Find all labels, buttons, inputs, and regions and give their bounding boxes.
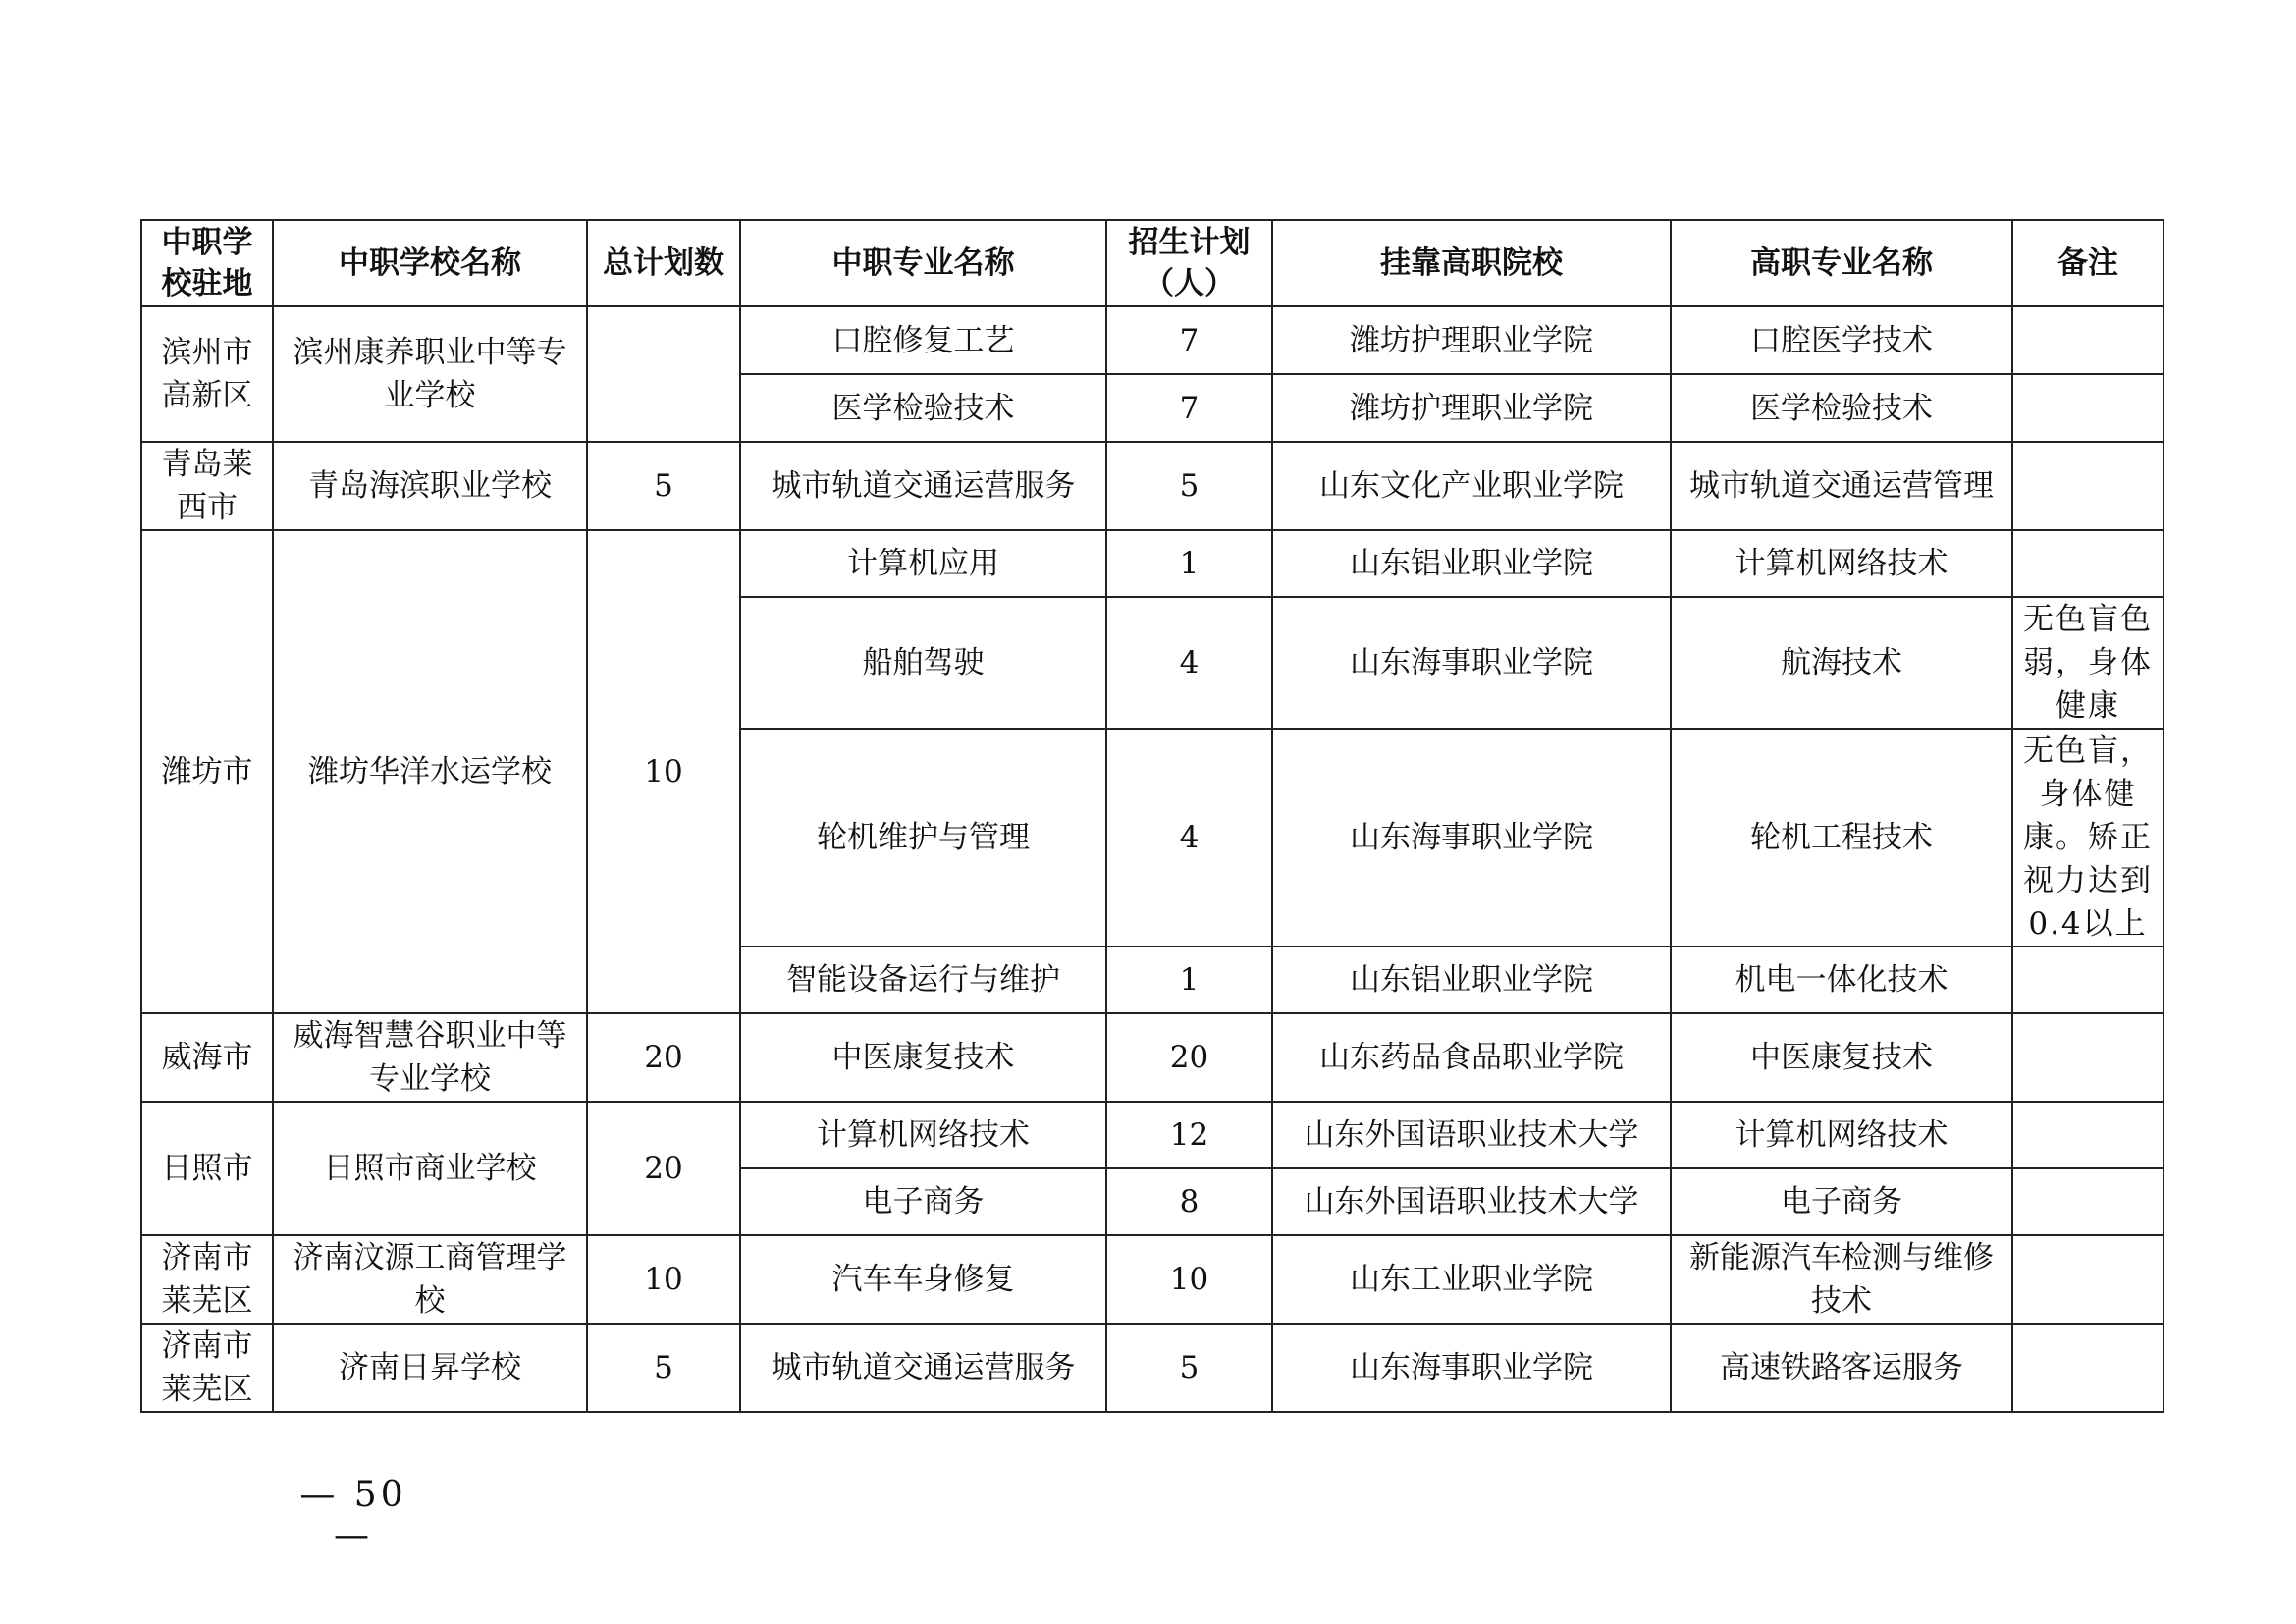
cell-plan: 10 [1106,1235,1272,1324]
cell-location: 济南市莱芜区 [141,1235,273,1324]
cell-location: 济南市莱芜区 [141,1324,273,1412]
table-row [141,442,2163,530]
page-number: — 50 — [299,1475,407,1555]
cell-plan: 20 [1106,1013,1272,1102]
cell-school: 日照市商业学校 [273,1102,587,1235]
cell-school: 威海智慧谷职业中等专业学校 [273,1013,587,1102]
cell-major: 汽车车身修复 [740,1235,1106,1324]
table-row [141,1324,2163,1412]
cell-note [2012,1324,2163,1412]
cell-college: 山东海事职业学院 [1272,1324,1671,1412]
cell-college-major: 计算机网络技术 [1671,530,2012,597]
cell-college: 山东工业职业学院 [1272,1235,1671,1324]
cell-school: 济南日昇学校 [273,1324,587,1412]
header-total: 总计划数 [587,220,740,306]
cell-school: 滨州康养职业中等专业学校 [273,306,587,442]
header-plan: 招生计划（人） [1106,220,1272,306]
cell-plan: 5 [1106,1324,1272,1412]
cell-plan: 5 [1106,442,1272,530]
cell-college: 山东海事职业学院 [1272,729,1671,947]
header-major: 中职专业名称 [740,220,1106,306]
cell-major: 轮机维护与管理 [740,729,1106,947]
cell-college-major: 口腔医学技术 [1671,306,2012,374]
cell-major: 医学检验技术 [740,374,1106,442]
cell-major: 中医康复技术 [740,1013,1106,1102]
header-college: 挂靠高职院校 [1272,220,1671,306]
header-location: 中职学校驻地 [141,220,273,306]
cell-plan: 1 [1106,530,1272,597]
cell-college-major: 计算机网络技术 [1671,1102,2012,1168]
cell-school: 济南汶源工商管理学校 [273,1235,587,1324]
cell-college: 山东铝业职业学院 [1272,530,1671,597]
cell-location: 日照市 [141,1102,273,1235]
cell-note [2012,442,2163,530]
cell-major: 智能设备运行与维护 [740,947,1106,1013]
cell-college-major: 机电一体化技术 [1671,947,2012,1013]
cell-plan: 7 [1106,374,1272,442]
cell-plan: 4 [1106,729,1272,947]
cell-note [2012,1013,2163,1102]
enrollment-plan-table [140,219,2164,1413]
cell-major: 城市轨道交通运营服务 [740,442,1106,530]
cell-location: 滨州市高新区 [141,306,273,442]
cell-major: 计算机网络技术 [740,1102,1106,1168]
cell-college: 潍坊护理职业学院 [1272,306,1671,374]
cell-major: 城市轨道交通运营服务 [740,1324,1106,1412]
cell-note [2012,1235,2163,1324]
cell-note [2012,374,2163,442]
cell-plan: 8 [1106,1168,1272,1235]
cell-note [2012,947,2163,1013]
header-school: 中职学校名称 [273,220,587,306]
cell-plan: 7 [1106,306,1272,374]
cell-note [2012,306,2163,374]
cell-total: 5 [587,1324,740,1412]
cell-plan: 12 [1106,1102,1272,1168]
cell-school: 潍坊华洋水运学校 [273,530,587,1013]
cell-plan: 4 [1106,597,1272,729]
cell-note: 无色盲，身体健康。矫正视力达到0.4以上 [2012,729,2163,947]
table-row [141,1235,2163,1324]
cell-college: 山东铝业职业学院 [1272,947,1671,1013]
header-note: 备注 [2012,220,2163,306]
table-header-row [141,220,2163,306]
cell-plan: 1 [1106,947,1272,1013]
cell-major: 计算机应用 [740,530,1106,597]
cell-college: 潍坊护理职业学院 [1272,374,1671,442]
cell-college-major: 电子商务 [1671,1168,2012,1235]
cell-college-major: 城市轨道交通运营管理 [1671,442,2012,530]
cell-total: 5 [587,442,740,530]
table-row [141,530,2163,597]
cell-total: 10 [587,530,740,1013]
cell-total: 20 [587,1102,740,1235]
cell-college-major: 高速铁路客运服务 [1671,1324,2012,1412]
cell-location: 潍坊市 [141,530,273,1013]
cell-college-major: 中医康复技术 [1671,1013,2012,1102]
cell-major: 电子商务 [740,1168,1106,1235]
table-row [141,306,2163,374]
cell-note [2012,530,2163,597]
cell-college: 山东外国语职业技术大学 [1272,1102,1671,1168]
cell-college-major: 航海技术 [1671,597,2012,729]
cell-college-major: 医学检验技术 [1671,374,2012,442]
cell-college: 山东文化产业职业学院 [1272,442,1671,530]
cell-college: 山东海事职业学院 [1272,597,1671,729]
cell-location: 青岛莱西市 [141,442,273,530]
cell-college: 山东外国语职业技术大学 [1272,1168,1671,1235]
cell-total: 10 [587,1235,740,1324]
cell-note [2012,1102,2163,1168]
cell-total [587,306,740,442]
table-row [141,1013,2163,1102]
table-row [141,1102,2163,1168]
cell-major: 口腔修复工艺 [740,306,1106,374]
cell-college: 山东药品食品职业学院 [1272,1013,1671,1102]
cell-total: 20 [587,1013,740,1102]
header-college-major: 高职专业名称 [1671,220,2012,306]
cell-location: 威海市 [141,1013,273,1102]
cell-school: 青岛海滨职业学校 [273,442,587,530]
cell-note: 无色盲色弱，身体健康 [2012,597,2163,729]
cell-major: 船舶驾驶 [740,597,1106,729]
cell-college-major: 新能源汽车检测与维修技术 [1671,1235,2012,1324]
cell-college-major: 轮机工程技术 [1671,729,2012,947]
cell-note [2012,1168,2163,1235]
